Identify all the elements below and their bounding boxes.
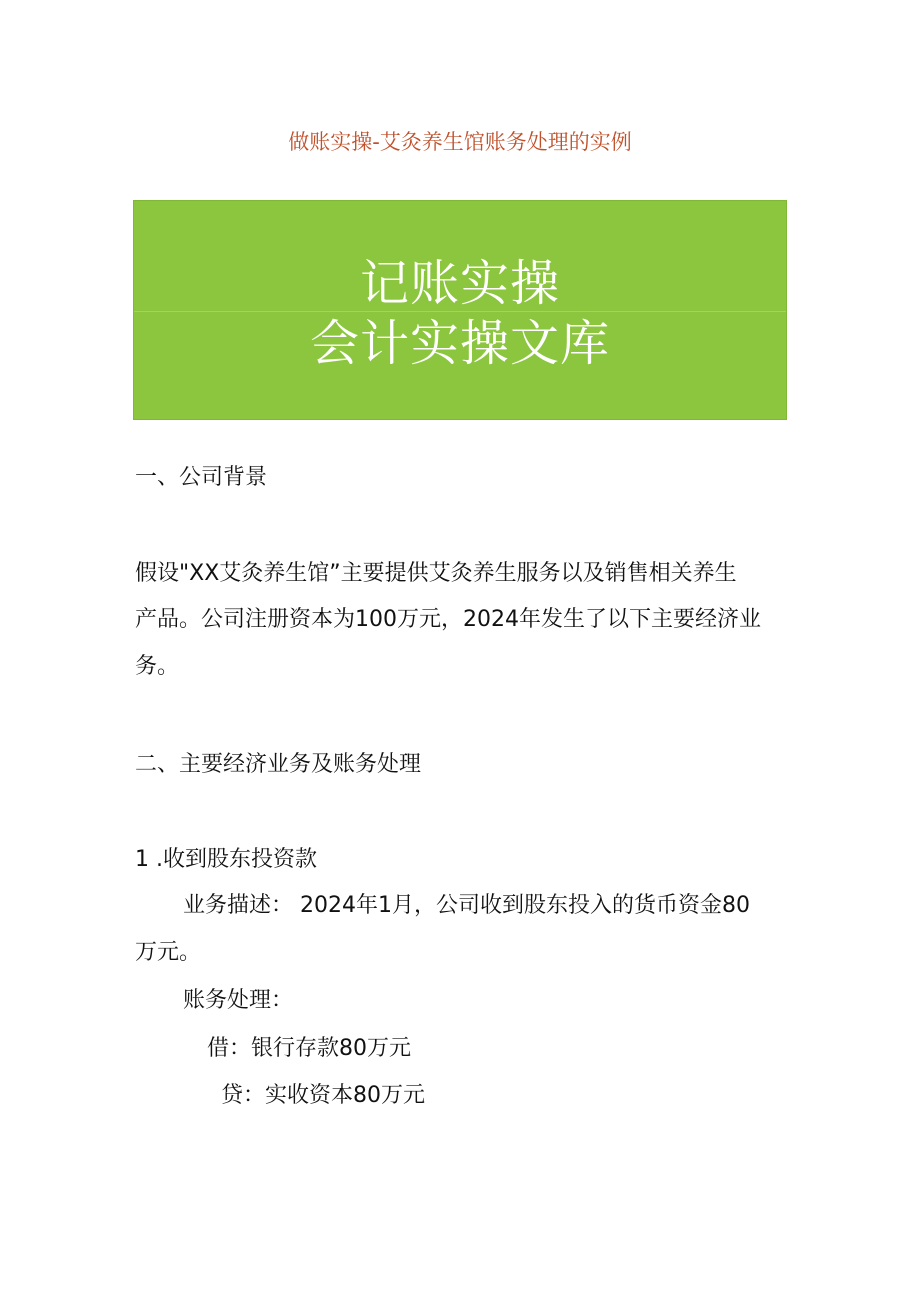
paragraph-line: 务。 [135,654,180,679]
credit-entry: 贷：实收资本80万元 [221,1083,425,1108]
banner-line-1: 记账实操 [359,255,560,312]
item-heading-shareholder-investment: 1 .收到股东投资款 [135,847,317,872]
document-title: 做账实操-艾灸养生馆账务处理的实例 [288,130,632,154]
accounting-processing-label: 账务处理： [183,988,294,1013]
banner-line-2: 会计实操文库 [309,315,610,372]
section-heading-company-background: 一、公司背景 [135,465,268,490]
business-description-line: 业务描述： 2024年1月，公司收到股东投入的货币资金80 [183,893,750,918]
business-description-line: 万元。 [135,940,202,965]
section-heading-economic-business: 二、主要经济业务及账务处理 [135,752,422,777]
title-banner [133,200,787,420]
paragraph-line: 假设"XX艾灸养生馆”主要提供艾灸养生服务以及销售相关养生 [135,561,737,586]
debit-entry: 借：银行存款80万元 [207,1036,411,1061]
paragraph-line: 产品。公司注册资本为100万元，2024年发生了以下主要经济业 [135,607,761,632]
